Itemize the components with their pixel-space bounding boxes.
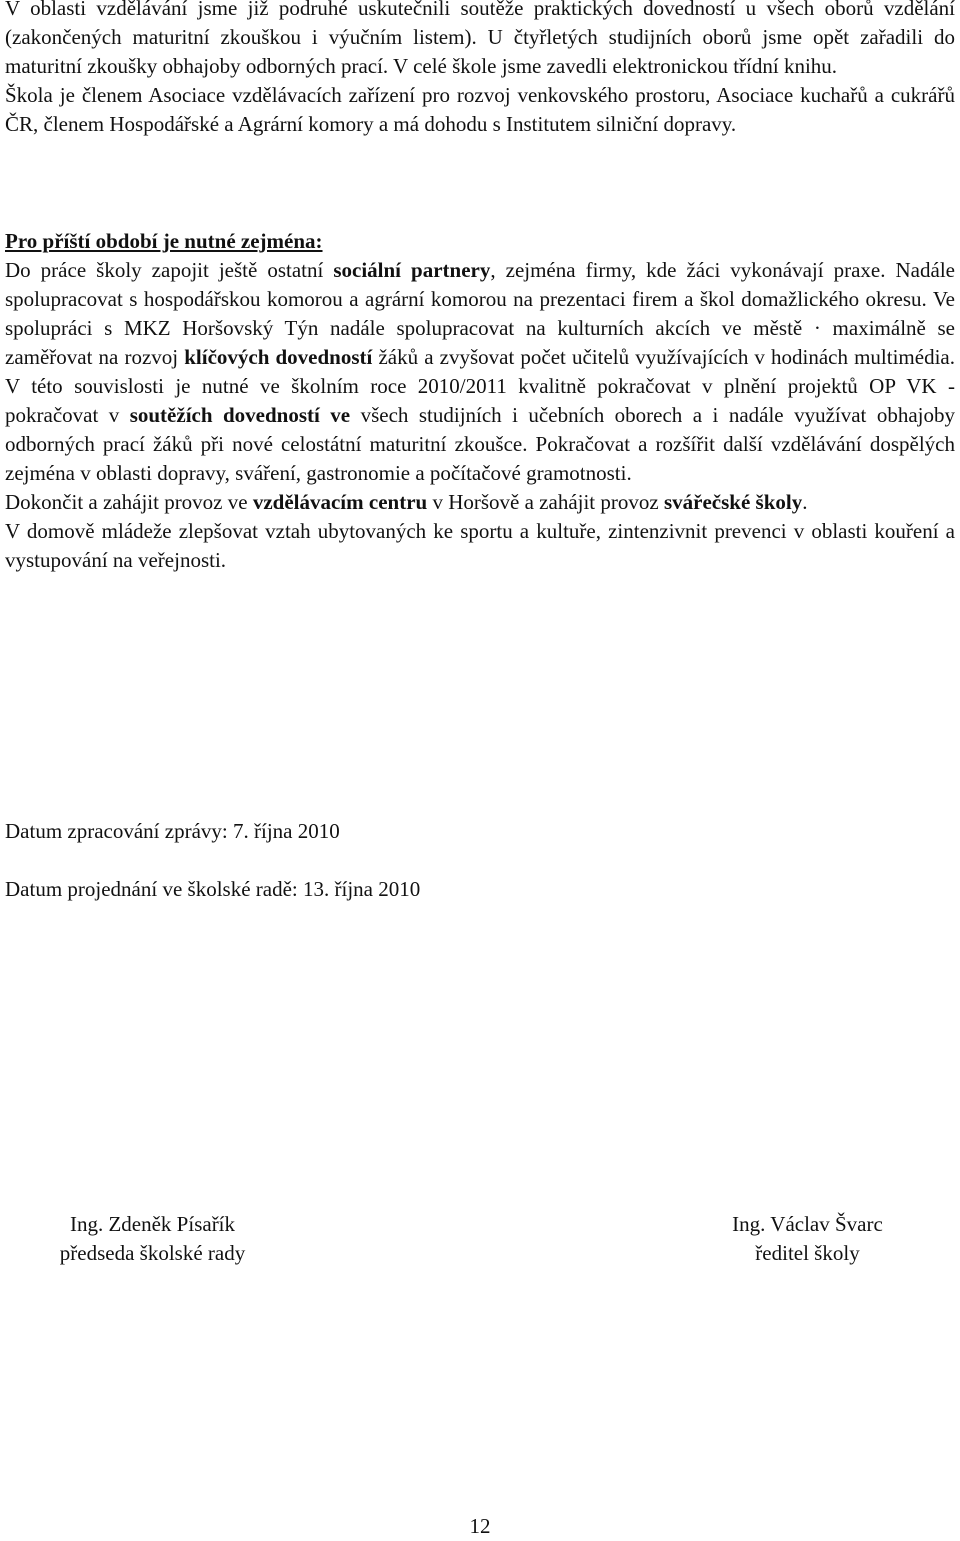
text-run: v Horšově a zahájit provoz (427, 490, 664, 514)
section-heading: Pro příští období je nutné zejména: (5, 229, 323, 253)
signature-board-chair (30, 1210, 275, 1268)
text-run: , zejména firmy, kde žáci vykonávají praxe. Nadále spolupracovat s hospodářskou komorou a agrární komorou na prezentaci firem a škol domažlického okresu. Ve spolupráci s MKZ Horšovský Týn nadále spolupracovat na kulturních akcích ve městě · maximálně se zaměřovat na rozvoj (5, 258, 955, 369)
text-run: žáků a zvyšovat počet učitelů využívajících v hodinách multimédia. V této souvislosti je nutné ve školním roce 2010/2011 kvalitně pokračovat v plnění projektů OP VK - pokračovat v (5, 345, 955, 427)
signature-director (690, 1210, 925, 1268)
signature-role: předseda školské rady (59, 1241, 246, 1265)
paragraph-education: V oblasti vzdělávání jsme již podruhé uskutečnili soutěže praktických dovedností u všech oborů vzdělání (zakončených maturitní zkouškou i výučním listem). U čtyřletých studijních oborů jsme opět zařadili do maturitní zkoušky obhajoby odborných prací. V celé škole jsme zavedli elektronickou třídní knihu. (5, 0, 955, 78)
text-run: Dokončit a zahájit provoz ve (5, 490, 253, 514)
date-processed: Datum zpracování zprávy: 7. října 2010 (5, 819, 340, 843)
bold-key-skills: klíčových dovedností (184, 345, 373, 369)
signature-name: Ing. Václav Švarc (732, 1212, 883, 1236)
paragraph-memberships: Škola je členem Asociace vzdělávacích zařízení pro rozvoj venkovského prostoru, Asociace kuchařů a cukrářů ČR, členem Hospodářské a Agrární komory a má dohodu s Institutem silniční dopravy. (5, 83, 955, 136)
bold-education-centre: vzdělávacím centru (252, 490, 428, 514)
bold-welding-school: svářečské školy (663, 490, 803, 514)
paragraph-education-centre (5, 488, 955, 517)
next-period-section (5, 227, 955, 575)
date-discussed: Datum projednání ve školské radě: 13. října 2010 (5, 877, 421, 901)
page-number: 12 (469, 1514, 491, 1538)
text-run: všech studijních i učebních oborech a i nadále využívat obhajoby odborných prací žáků při nové celostátní maturitní zkoušce. Pokračovat a rozšířit další vzdělávání dospělých zejména v oblasti dopravy, sváření, gastronomie a počítačové gramotnosti. (5, 403, 955, 485)
intro-section (5, 0, 955, 139)
bold-skills-competitions: soutěžích dovedností ve (129, 403, 351, 427)
text-run: Do práce školy zapojit ještě ostatní (5, 258, 334, 282)
paragraph-dormitory: V domově mládeže zlepšovat vztah ubytovaných ke sportu a kultuře, zintenzivnit prevenci v oblasti kouření a vystupování na veřejnosti. (5, 519, 955, 572)
paragraph-partners (5, 256, 955, 488)
signature-role: ředitel školy (755, 1241, 860, 1265)
signature-name: Ing. Zdeněk Písařík (69, 1212, 236, 1236)
text-run: . (802, 490, 808, 514)
bold-social-partners: sociální partnery (333, 258, 491, 282)
